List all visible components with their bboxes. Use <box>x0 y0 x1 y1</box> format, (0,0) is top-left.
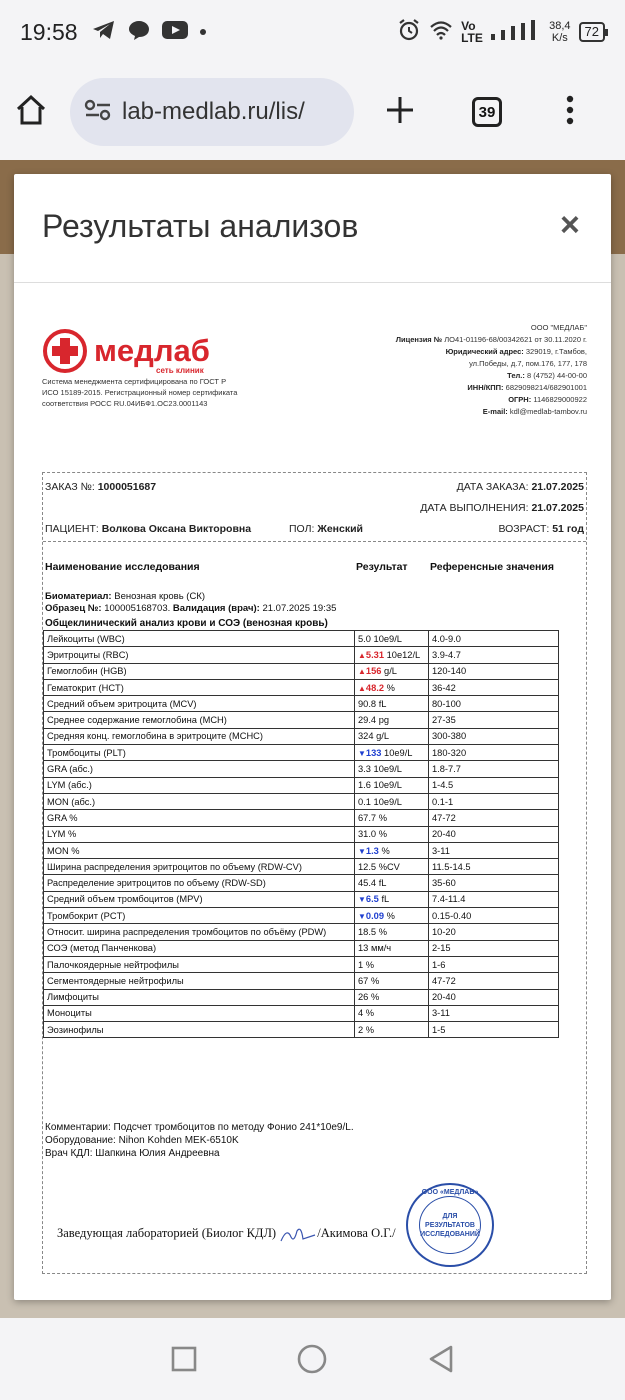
site-settings-icon[interactable] <box>84 98 112 127</box>
test-reference: 3-11 <box>429 1005 559 1021</box>
test-result: ▼133 10e9/L <box>355 745 429 761</box>
test-result: 18.5 % <box>355 924 429 940</box>
medical-cross-icon <box>42 328 88 374</box>
square-nav-icon[interactable] <box>167 1342 201 1376</box>
test-result: 90.8 fL <box>355 696 429 712</box>
low-flag-icon: ▼ <box>358 748 366 758</box>
test-name: Средний объем тромбоцитов (MPV) <box>44 891 355 907</box>
table-row <box>44 679 559 695</box>
order-number: ЗАКАЗ №: 1000051687 <box>45 481 157 493</box>
logo-subtitle: сеть клиник <box>156 366 204 375</box>
test-name: Моноциты <box>44 1005 355 1021</box>
order-date: ДАТА ЗАКАЗА: 21.07.2025 <box>456 481 584 493</box>
test-result: 31.0 % <box>355 826 429 842</box>
table-row <box>44 631 559 647</box>
lab-stamp: ООО «МЕДЛАБ» ДЛЯ РЕЗУЛЬТАТОВ ИССЛЕДОВАНИЙ <box>406 1183 494 1267</box>
test-result: 12.5 %CV <box>355 859 429 875</box>
table-row <box>44 647 559 663</box>
test-reference: 3.9-4.7 <box>429 647 559 663</box>
chat-icon <box>128 19 150 46</box>
column-header-reference: Референсные значения <box>430 561 554 573</box>
test-reference: 1-6 <box>429 956 559 972</box>
test-reference: 47-72 <box>429 810 559 826</box>
test-result: 26 % <box>355 989 429 1005</box>
test-name: Гематокрит (HCT) <box>44 679 355 695</box>
test-result: ▼0.09 % <box>355 908 429 924</box>
table-row <box>44 663 559 679</box>
browser-toolbar <box>0 64 625 160</box>
test-result: 5.0 10e9/L <box>355 631 429 647</box>
test-name: Относит. ширина распределения тромбоцитов по объёму (PDW) <box>44 924 355 940</box>
signal-icon <box>491 20 541 45</box>
network-type: Vo LTE <box>461 19 483 45</box>
test-name: Средняя конц. гемоглобина в эритроците (MCHC) <box>44 728 355 744</box>
test-name: Эозинофилы <box>44 1022 355 1038</box>
table-row <box>44 826 559 842</box>
table-row <box>44 989 559 1005</box>
test-reference: 3-11 <box>429 842 559 858</box>
test-reference: 2-15 <box>429 940 559 956</box>
battery-icon: 72 <box>579 22 605 42</box>
biomaterial-info: Биоматериал: Венозная кровь (СК) Образец №: 100005168703. Валидация (врач): 21.07.2025 19:35 <box>45 591 337 614</box>
test-reference: 180-320 <box>429 745 559 761</box>
completion-date: ДАТА ВЫПОЛНЕНИЯ: 21.07.2025 <box>420 502 584 514</box>
patient-name: ПАЦИЕНТ: Волкова Оксана Викторовна <box>45 523 252 535</box>
modal-title: Результаты анализов <box>42 208 359 244</box>
alarm-icon <box>397 18 421 47</box>
test-reference: 0.15-0.40 <box>429 908 559 924</box>
url-text[interactable]: lab-medlab.ru/lis/ <box>122 98 305 125</box>
table-row <box>44 875 559 891</box>
circle-nav-icon[interactable] <box>295 1342 329 1376</box>
test-name: GRA (абс.) <box>44 761 355 777</box>
home-icon[interactable] <box>14 93 48 132</box>
table-row <box>44 891 559 907</box>
column-header-result: Результат <box>356 561 408 573</box>
table-row <box>44 696 559 712</box>
results-table <box>43 630 559 1038</box>
organization-info: ООО "МЕДЛАБ" Лицензия № ЛО41-01196-68/00342621 от 30.11.2020 г. Юридический адрес: 329019, г.Тамбов, ул.Победы, д.7, пом.176, 177, 178 Тел.: 8 (4752) 44-00-00 ИНН/КПП: 6829098214/682901001 ОГРН: 1146829000922 E-mail: kdl@medlab-tambov.ru <box>395 323 587 416</box>
test-name: LYM % <box>44 826 355 842</box>
test-reference: 20-40 <box>429 989 559 1005</box>
test-result: ▲5.31 10e12/L <box>355 647 429 663</box>
test-reference: 36-42 <box>429 679 559 695</box>
low-flag-icon: ▼ <box>358 846 366 856</box>
test-name: Лимфоциты <box>44 989 355 1005</box>
test-name: Палочкоядерные нейтрофилы <box>44 956 355 972</box>
test-name: Эритроциты (RBC) <box>44 647 355 663</box>
table-row <box>44 728 559 744</box>
section-title: Общеклинический анализ крови и СОЭ (венозная кровь) <box>45 618 328 629</box>
patient-sex: ПОЛ: Женский <box>289 523 364 535</box>
comments: Комментарии: Подсчет тромбоцитов по методу Фонио 241*10e9/L. Оборудование: Nihon Kohden MEK-6510K Врач КДЛ: Шапкина Юлия Андреевна <box>45 1122 354 1159</box>
test-reference: 300-380 <box>429 728 559 744</box>
test-name: MON (абс.) <box>44 793 355 809</box>
test-result: 67.7 % <box>355 810 429 826</box>
test-reference: 35-60 <box>429 875 559 891</box>
dot-icon <box>200 29 206 35</box>
high-flag-icon: ▲ <box>358 667 366 677</box>
test-name: Тромбокрит (PCT) <box>44 908 355 924</box>
divider <box>14 282 611 283</box>
test-name: Лейкоциты (WBC) <box>44 631 355 647</box>
table-row <box>44 924 559 940</box>
test-reference: 0.1-1 <box>429 793 559 809</box>
patient-age: ВОЗРАСТ: 51 год <box>498 523 584 535</box>
test-name: LYM (абс.) <box>44 777 355 793</box>
logo-text: медлаб <box>94 333 210 368</box>
test-name: Гемоглобин (HGB) <box>44 663 355 679</box>
high-flag-icon: ▲ <box>358 650 366 660</box>
test-name: Ширина распределения эритроцитов по объему (RDW-CV) <box>44 859 355 875</box>
test-reference: 47-72 <box>429 973 559 989</box>
test-name: MON % <box>44 842 355 858</box>
status-bar <box>0 0 625 64</box>
network-speed: 38,4 K/s <box>549 20 571 44</box>
youtube-icon <box>162 20 188 45</box>
column-header-name: Наименование исследования <box>45 561 200 573</box>
test-result: ▼6.5 fL <box>355 891 429 907</box>
table-row <box>44 908 559 924</box>
test-reference: 4.0-9.0 <box>429 631 559 647</box>
table-row <box>44 973 559 989</box>
test-name: Распределение эритроцитов по объему (RDW-SD) <box>44 875 355 891</box>
table-row <box>44 1005 559 1021</box>
table-row <box>44 842 559 858</box>
test-name: СОЭ (метод Панченкова) <box>44 940 355 956</box>
test-result: 1.6 10e9/L <box>355 777 429 793</box>
test-result: 2 % <box>355 1022 429 1038</box>
test-name: Тромбоциты (PLT) <box>44 745 355 761</box>
table-row <box>44 859 559 875</box>
signature-icon <box>279 1223 317 1245</box>
high-flag-icon: ▲ <box>358 683 366 693</box>
test-reference: 20-40 <box>429 826 559 842</box>
low-flag-icon: ▼ <box>358 911 366 921</box>
test-reference: 1-4.5 <box>429 777 559 793</box>
table-row <box>44 712 559 728</box>
table-row <box>44 940 559 956</box>
test-result: 4 % <box>355 1005 429 1021</box>
test-result: 1 % <box>355 956 429 972</box>
table-row <box>44 745 559 761</box>
test-name: Средний объем эритроцита (MCV) <box>44 696 355 712</box>
close-icon[interactable]: × <box>560 206 580 244</box>
signature-line: Заведующая лабораторией (Биолог КДЛ) /Акимова О.Г./ <box>57 1223 396 1245</box>
test-result: ▲48.2 % <box>355 679 429 695</box>
wifi-icon <box>429 20 453 45</box>
test-reference: 1.8-7.7 <box>429 761 559 777</box>
more-icon[interactable] <box>566 95 574 130</box>
test-name: GRA % <box>44 810 355 826</box>
test-name: Среднее содержание гемоглобина (MCH) <box>44 712 355 728</box>
tabs-icon[interactable]: 39 <box>472 97 502 127</box>
test-result: 13 мм/ч <box>355 940 429 956</box>
back-nav-icon[interactable] <box>424 1342 458 1376</box>
status-time: 19:58 <box>20 18 78 45</box>
table-row <box>44 810 559 826</box>
test-result: 45.4 fL <box>355 875 429 891</box>
test-reference: 1-5 <box>429 1022 559 1038</box>
test-reference: 7.4-11.4 <box>429 891 559 907</box>
test-result: 3.3 10e9/L <box>355 761 429 777</box>
system-navbar <box>0 1318 625 1400</box>
table-row <box>44 1022 559 1038</box>
test-result: 324 g/L <box>355 728 429 744</box>
test-name: Сегментоядерные нейтрофилы <box>44 973 355 989</box>
low-flag-icon: ▼ <box>358 895 366 905</box>
certificate-text: Система менеджмента сертифицирована по ГОСТ Р ИСО 15189-2015. Регистрационный номер сертификата соответствия РОСС RU.04ИБФ1.ОС23.0001143 <box>42 377 238 408</box>
address-bar[interactable] <box>70 78 354 146</box>
test-reference: 80-100 <box>429 696 559 712</box>
plus-icon[interactable] <box>384 94 416 131</box>
table-row <box>44 777 559 793</box>
test-reference: 10-20 <box>429 924 559 940</box>
test-result: 67 % <box>355 973 429 989</box>
table-row <box>44 761 559 777</box>
results-modal <box>14 174 611 1300</box>
test-reference: 11.5-14.5 <box>429 859 559 875</box>
results-box <box>42 472 587 1274</box>
table-row <box>44 793 559 809</box>
test-result: ▼1.3 % <box>355 842 429 858</box>
table-row <box>44 956 559 972</box>
test-result: 0.1 10e9/L <box>355 793 429 809</box>
telegram-icon <box>92 19 116 46</box>
test-result: 29.4 pg <box>355 712 429 728</box>
test-reference: 120-140 <box>429 663 559 679</box>
test-reference: 27-35 <box>429 712 559 728</box>
test-result: ▲156 g/L <box>355 663 429 679</box>
divider <box>43 541 586 542</box>
